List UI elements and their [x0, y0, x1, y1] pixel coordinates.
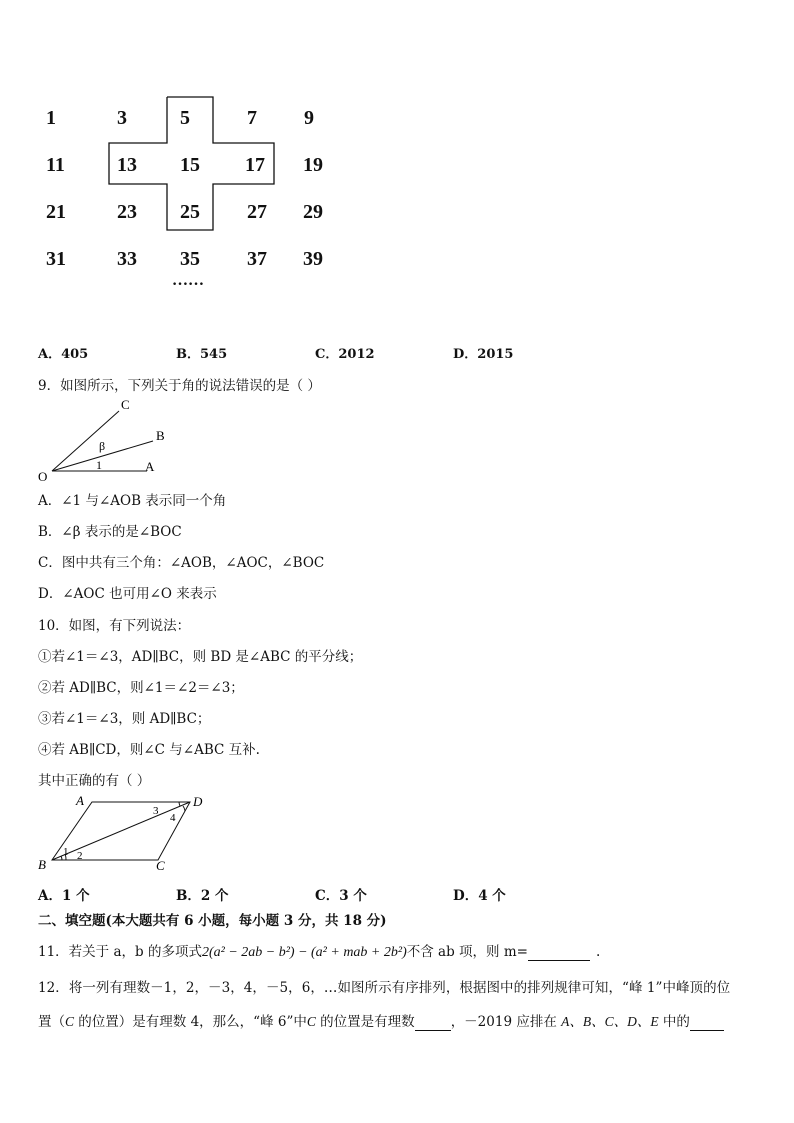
- label-beta: β: [99, 439, 106, 453]
- q10-option-d[interactable]: D．4 个: [453, 888, 506, 904]
- question-11: [38, 940, 600, 961]
- label-b: B: [38, 857, 46, 872]
- q10-question: 其中正确的有（ ）: [38, 773, 151, 789]
- grid-cell: 21: [46, 201, 66, 223]
- q11-end: .: [595, 944, 601, 960]
- grid-cell: 7: [247, 107, 257, 129]
- q12-text-c: 的位置是有理数: [315, 1014, 415, 1030]
- q10-option-b[interactable]: B．2 个: [176, 888, 229, 904]
- q12-answer-blank-1[interactable]: [415, 1014, 451, 1031]
- q9-option-d[interactable]: D．∠AOC 也可用∠O 来表示: [38, 586, 217, 602]
- grid-cell: 23: [117, 201, 137, 223]
- q12-text-b: 的位置）是有理数 4，那么，“峰 6”中: [74, 1014, 307, 1030]
- grid-cell: 5: [180, 107, 190, 129]
- label-c: C: [156, 858, 165, 872]
- label-c: C: [121, 397, 130, 412]
- grid-cell: 31: [46, 248, 66, 270]
- q10-statement-2: ②若 AD∥BC，则∠1＝∠2＝∠3；: [38, 680, 244, 696]
- label-4: 4: [170, 812, 176, 824]
- q12-letters: A、B、C、D、E: [561, 1014, 659, 1029]
- grid-cell: 15: [180, 154, 200, 176]
- section-2-title: 二、填空题(本大题共有 6 小题，每小题 3 分，共 18 分): [38, 913, 387, 929]
- grid-cell: 17: [245, 154, 265, 176]
- q9-option-c[interactable]: C．图中共有三个角：∠AOB，∠AOC，∠BOC: [38, 555, 325, 571]
- q9-option-b[interactable]: B．∠β 表示的是∠BOC: [38, 524, 182, 540]
- q11-formula: 2(a² − 2ab − b²) − (a² + mab + 2b²): [201, 945, 407, 960]
- grid-cell: 9: [304, 107, 314, 129]
- grid-cell: 39: [303, 248, 323, 270]
- option-b[interactable]: B．545: [176, 347, 228, 362]
- q12-text-a: 置（: [38, 1014, 65, 1030]
- option-d[interactable]: D．2015: [453, 347, 514, 362]
- number-grid: [0, 0, 794, 300]
- q12-line-1: 12．将一列有理数－1，2，－3，4，－5，6，…如图所示有序排列，根据图中的排列规律可知，“峰 1”中峰顶的位: [38, 980, 731, 996]
- q12-letter-c-2: C: [306, 1014, 316, 1029]
- q12-text-d: ，－2019 应排在: [450, 1014, 562, 1030]
- label-d: D: [193, 794, 203, 809]
- grid-ellipsis: ……: [172, 272, 204, 289]
- grid-cell: 13: [117, 154, 137, 176]
- label-1: 1: [96, 458, 102, 472]
- q10-option-c[interactable]: C．3 个: [315, 888, 367, 904]
- q10-parallelogram-figure: [30, 792, 230, 872]
- q11-suffix: 不含 ab 项，则 m=: [406, 944, 528, 960]
- q12-text-e: 中的: [658, 1014, 690, 1030]
- option-a[interactable]: A．405: [38, 347, 89, 362]
- label-2: 2: [77, 850, 83, 862]
- grid-cell: 29: [303, 201, 323, 223]
- q11-prefix: 11．若关于 a，b 的多项式: [38, 944, 202, 960]
- q12-letter-c: C: [65, 1014, 75, 1029]
- grid-cell: 33: [117, 248, 137, 270]
- grid-cell: 27: [247, 201, 267, 223]
- label-1: 1: [63, 846, 69, 858]
- q10-statement-1: ①若∠1＝∠3，AD∥BC，则 BD 是∠ABC 的平分线；: [38, 649, 363, 665]
- grid-cell: 1: [46, 107, 56, 129]
- label-3: 3: [153, 805, 159, 817]
- q9-stem: 9．如图所示，下列关于角的说法错误的是（ ）: [38, 378, 321, 394]
- q9-angle-figure: [30, 395, 230, 485]
- q10-statement-4: ④若 AB∥CD，则∠C 与∠ABC 互补.: [38, 742, 260, 758]
- q12-answer-blank-2[interactable]: [690, 1014, 724, 1031]
- grid-cell: 11: [46, 154, 65, 176]
- q10-stem: 10．如图，有下列说法：: [38, 618, 191, 634]
- label-b: B: [156, 428, 165, 443]
- grid-cell: 3: [117, 107, 127, 129]
- grid-cell: 19: [303, 154, 323, 176]
- label-a: A: [76, 793, 84, 808]
- q9-option-a[interactable]: A．∠1 与∠AOB 表示同一个角: [38, 493, 227, 509]
- label-a: A: [145, 459, 155, 474]
- grid-cell: 35: [180, 248, 200, 270]
- q10-statement-3: ③若∠1＝∠3，则 AD∥BC；: [38, 711, 211, 727]
- grid-cell: 37: [247, 248, 267, 270]
- label-o: O: [38, 469, 48, 484]
- option-c[interactable]: C．2012: [315, 347, 375, 362]
- q11-answer-blank[interactable]: [528, 944, 590, 961]
- grid-cell: 25: [180, 201, 200, 223]
- q10-option-a[interactable]: A．1 个: [38, 888, 90, 904]
